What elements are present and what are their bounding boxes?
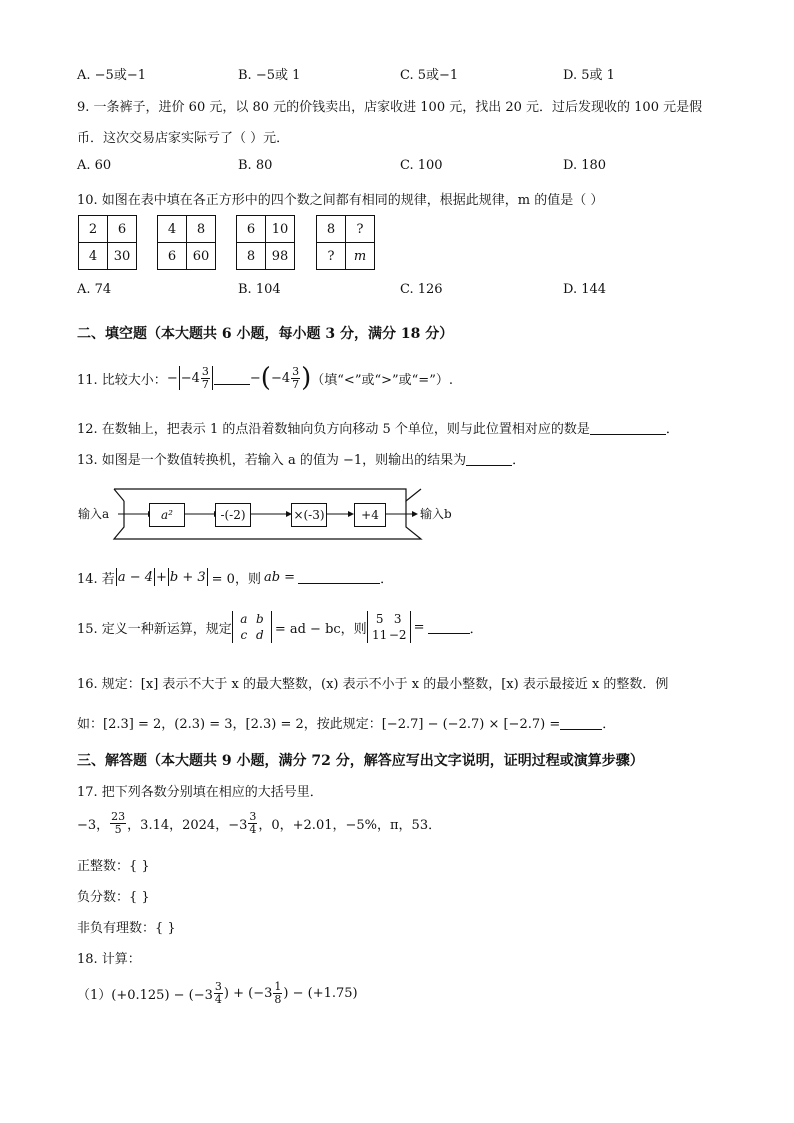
q10-grid-4 (316, 215, 375, 270)
grid-cell: ? (317, 243, 346, 270)
q14-prefix: 14. 若 (77, 571, 115, 587)
paren-right: ) (301, 363, 312, 393)
paren-left: ( (260, 363, 271, 393)
machine-step-times: ×(-3) (291, 503, 327, 527)
q15-rule: = ad − bc，则 (274, 621, 367, 637)
grid-cell: 8 (317, 216, 346, 243)
q9-line2: 币．这次交易店家实际亏了（ ）元． (77, 131, 290, 146)
grid-cell: 30 (108, 243, 137, 270)
q18-text: 18. 计算： (77, 952, 141, 967)
grid-cell: 98 (266, 243, 295, 270)
grid-cell: 4 (79, 243, 108, 270)
q13: 13. 如图是一个数值转换机，若输入 a 的值为 −1，则输出的结果为 ． (77, 453, 526, 468)
grid-cell: 6 (158, 243, 187, 270)
q18-p1a: （1）(+0.125) − (−3 (77, 987, 213, 1003)
q11 (77, 360, 453, 396)
grid-cell: 8 (237, 243, 266, 270)
number-machine-diagram (76, 487, 476, 543)
grid-cell: 10 (266, 216, 295, 243)
q17-numbers (77, 804, 441, 842)
machine-step-square: a² (149, 503, 185, 527)
q10-option-d: D. 144 (563, 282, 607, 297)
q13-text: 13. 如图是一个数值转换机，若输入 a 的值为 −1，则输出的结果为 (77, 453, 467, 468)
q10-option-a: A. 74 (77, 282, 112, 297)
q14-expr2: b + 3 (169, 569, 206, 585)
q11-neg-2: − (249, 370, 261, 386)
q14-mid: = 0，则 (211, 571, 261, 587)
section-3-heading: 三、解答题（本大题共 9 小题，满分 72 分，解答应写出文字说明，证明过程或演算步骤） (77, 753, 644, 769)
q15-matrix-def: a b c d (232, 611, 272, 643)
q10-option-c: C. 126 (400, 282, 443, 297)
q15-matrix-num: 5 3 11 −2 (367, 611, 411, 643)
grid-cell: 60 (187, 243, 216, 270)
section-2-heading: 二、填空题（本大题共 6 小题，每小题 3 分，满分 18 分） (77, 326, 454, 342)
q17-nums-c: ，0，+2.01，−5%，π，53． (258, 817, 442, 833)
grid-cell: m (346, 243, 375, 270)
q17-nums-a: −3， (77, 817, 110, 833)
machine-input-label: 输入a (78, 507, 110, 521)
q17-category-negative-frac: 负分数：{ } (77, 890, 150, 905)
q14-expr1: a − 4 (117, 569, 153, 585)
q9-option-d: D. 180 (563, 158, 607, 173)
q17-nums-b: ，3.14，2024，−3 (127, 817, 248, 833)
q10-option-b: B. 104 (238, 282, 281, 297)
q10-grid-2 (157, 215, 216, 270)
q16-line1: 16. 规定：[x] 表示不大于 x 的最大整数，(x) 表示不小于 x 的最小整数，[x) 表示最接近 x 的整数．例 (77, 677, 669, 692)
q18-p1c: ) − (+1.75) (283, 985, 358, 1001)
q16: 如：[2.3] = 2，(2.3) = 3，[2.3) = 2，按此规定：[−2.7] − (−2.7) × [−2.7) = ． (77, 717, 616, 732)
q8-option-b: B. −5或 1 (238, 68, 301, 83)
abs-bar-right (212, 366, 213, 390)
q8-option-d: D. 5或 1 (563, 68, 615, 83)
q15-answer-blank[interactable] (428, 621, 470, 634)
machine-step-plus: +4 (354, 503, 386, 527)
q11-answer-blank[interactable] (214, 372, 250, 385)
q14-answer-blank[interactable] (298, 571, 380, 584)
q17-fraction: $\frac{23}{5}$ (111, 809, 126, 836)
machine-step-minus: -(-2) (215, 503, 251, 527)
grid-cell: 6 (237, 216, 266, 243)
q11-suffix: （填“<”或“>”或“=”）. (311, 372, 453, 388)
q11-prefix: 11. 比较大小： (77, 372, 167, 388)
q18-fraction-2: $\frac{1}{8}$ (274, 979, 282, 1006)
q8-option-a: A. −5或−1 (77, 68, 146, 83)
q17-text: 17. 把下列各数分别填在相应的大括号里． (77, 785, 323, 800)
q8-option-c: C. 5或−1 (400, 68, 459, 83)
q9-line1: 9. 一条裤子，进价 60 元，以 80 元的价钱卖出，店家收进 100 元，找出 20 元．过后发现收的 100 元是假 (77, 100, 703, 115)
q9-option-a: A. 60 (77, 158, 112, 173)
q17-mixed-fraction: $\frac{3}{4}$ (249, 809, 257, 836)
grid-cell: 8 (187, 216, 216, 243)
machine-top-frame (114, 489, 421, 501)
grid-cell: 6 (108, 216, 137, 243)
q9-option-b: B. 80 (238, 158, 273, 173)
q11-fraction-2: $\frac{3}{7}$ (292, 364, 300, 391)
q9-option-c: C. 100 (400, 158, 443, 173)
q14-ab: ab = (263, 569, 296, 585)
grid-cell: 4 (158, 216, 187, 243)
q17-category-positive-int: 正整数：{ } (77, 859, 150, 874)
q12: 12. 在数轴上，把表示 1 的点沿着数轴向负方向移动 5 个单位，则与此位置相对应的数是 ． (77, 422, 679, 437)
grid-cell: 2 (79, 216, 108, 243)
q16-answer-blank[interactable] (560, 717, 602, 730)
q15: 15. 定义一种新运算，规定 a b c d = ad − bc，则 5 3 11 −2 = ． (77, 612, 483, 642)
q13-answer-blank[interactable] (466, 453, 512, 466)
grid-cell: ? (346, 216, 375, 243)
q10-text: 10. 如图在表中填在各正方形中的四个数之间都有相同的规律，根据此规律，m 的值是（ ） (77, 193, 604, 208)
q16-line2: 如：[2.3] = 2，(2.3) = 3，[2.3) = 2，按此规定：[−2.7] − (−2.7) × [−2.7) = (77, 717, 561, 732)
q12-answer-blank[interactable] (590, 422, 666, 435)
q11-fraction: $\frac{3}{7}$ (201, 364, 209, 391)
q11-neg: − (166, 370, 178, 386)
q10-grid-1 (78, 215, 137, 270)
q17-category-nonneg-rational: 非负有理数：{ } (77, 921, 176, 936)
q12-text: 12. 在数轴上，把表示 1 的点沿着数轴向负方向移动 5 个单位，则与此位置相对应的数是 (77, 422, 590, 437)
q14-plus: + (156, 569, 167, 585)
machine-output-label: 输入b (420, 507, 452, 521)
q18-p1b: ) + (−3 (223, 985, 273, 1001)
q11-inner-2: −4 (270, 370, 291, 386)
q11-inner: −4 (180, 370, 200, 386)
q10-grid-3 (236, 215, 295, 270)
q15-prefix: 15. 定义一种新运算，规定 (77, 621, 232, 637)
q15-eq: = (413, 619, 425, 635)
q18-part1 (77, 975, 358, 1011)
q18-fraction-1: $\frac{3}{4}$ (214, 979, 222, 1006)
q14: 14. 若 a − 4 + b + 3 = 0，则 ab = ． (77, 569, 394, 587)
abs-bar-left (179, 366, 180, 390)
